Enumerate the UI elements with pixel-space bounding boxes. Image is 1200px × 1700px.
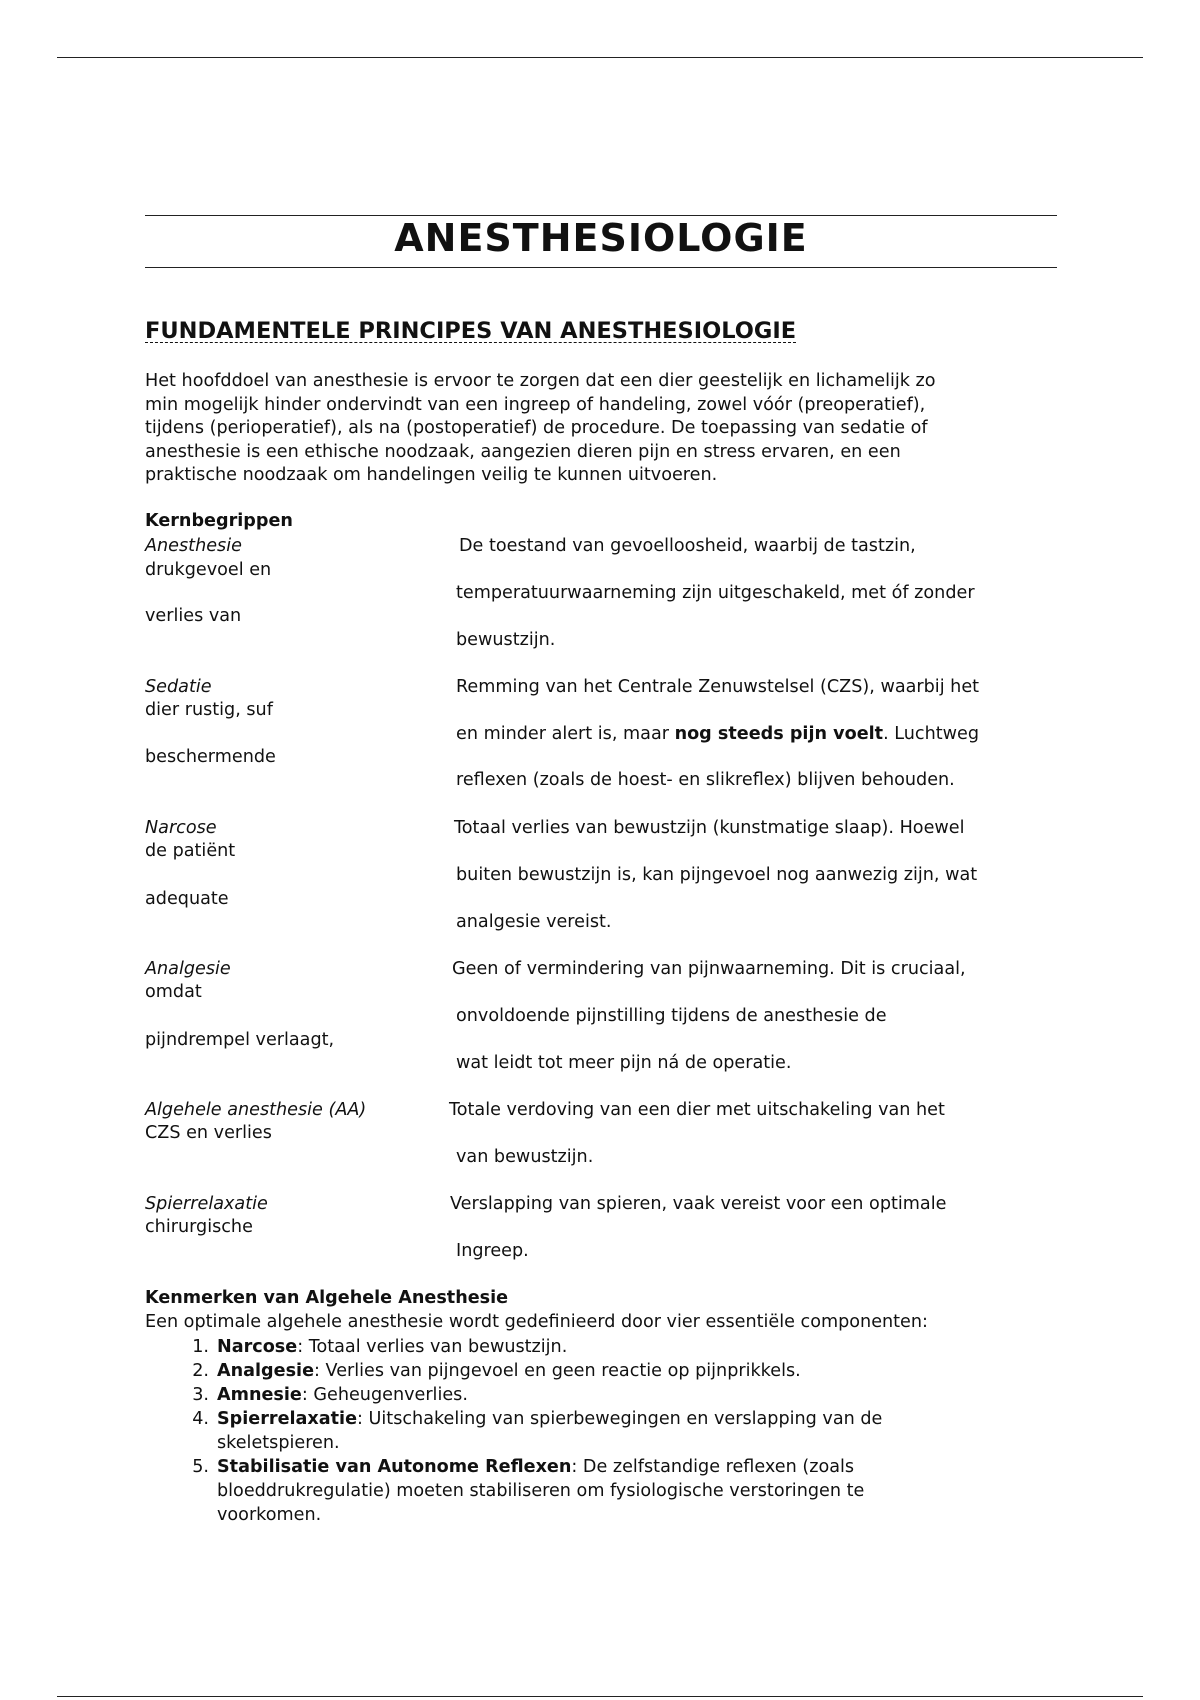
- intro-line: Het hoofddoel van anesthesie is ervoor te zorgen dat een dier geestelijk en lichamelijk zo: [145, 371, 936, 391]
- list-item-term: Amnesie: [217, 1385, 302, 1405]
- definition-text: . Luchtweg: [883, 724, 980, 744]
- term-left-line: CZS en verlies: [145, 1123, 272, 1143]
- kenmerken-intro: Een optimale algehele anesthesie wordt gedefinieerd door vier essentiële componenten:: [145, 1312, 928, 1332]
- list-item: [145, 1335, 1045, 1359]
- document-title: ANESTHESIOLOGIE: [394, 216, 808, 260]
- term-label: Narcose: [145, 818, 217, 838]
- list-item-text: : De zelfstandige reflexen (zoals: [571, 1457, 855, 1477]
- list-item-text: : Verlies van pijngevoel en geen reactie op pijnprikkels.: [314, 1361, 801, 1381]
- term-left-line: beschermende: [145, 747, 276, 767]
- term-left-line: verlies van: [145, 606, 242, 626]
- intro-paragraph: [145, 370, 1065, 488]
- list-number: 2.: [192, 1361, 209, 1381]
- kernbegrippen-heading: Kernbegrippen: [145, 511, 293, 531]
- list-item: [145, 1407, 1045, 1455]
- list-number: 1.: [192, 1337, 209, 1357]
- term-label: Spierrelaxatie: [145, 1194, 268, 1214]
- term-label: Analgesie: [145, 959, 231, 979]
- list-item-text: bloeddrukregulatie) moeten stabiliseren om fysiologische verstoringen te: [217, 1481, 865, 1501]
- list-item-term: Narcose: [217, 1337, 298, 1357]
- term-definition-line: wat leidt tot meer pijn ná de operatie.: [456, 1053, 792, 1073]
- components-list: [145, 1335, 1045, 1527]
- term-definition-line: De toestand van gevoelloosheid, waarbij de tastzin,: [459, 536, 916, 556]
- term-left-line: pijndrempel verlaagt,: [145, 1030, 335, 1050]
- term-left-line: drukgevoel en: [145, 560, 272, 580]
- term-definition-line: bewustzijn.: [456, 630, 556, 650]
- term-definition-line: Totaal verlies van bewustzijn (kunstmatige slaap). Hoewel: [454, 818, 965, 838]
- list-item: [145, 1455, 1045, 1527]
- list-item-term: Spierrelaxatie: [217, 1409, 358, 1429]
- list-number: 3.: [192, 1385, 209, 1405]
- section-title: FUNDAMENTELE PRINCIPES VAN ANESTHESIOLOGIE: [145, 318, 797, 344]
- term-label: Algehele anesthesie (AA): [145, 1100, 367, 1120]
- list-item-text: voorkomen.: [217, 1505, 322, 1525]
- title-bottom-rule: [145, 267, 1057, 268]
- term-left-line: de patiënt: [145, 841, 236, 861]
- page-top-rule: [57, 57, 1143, 58]
- list-item-term: Stabilisatie van Autonome Reflexen: [217, 1457, 572, 1477]
- list-item: [145, 1359, 1045, 1383]
- term-definition-line: reflexen (zoals de hoest- en slikreflex) blijven behouden.: [456, 770, 955, 790]
- term-definition-line: [456, 723, 979, 746]
- list-item-text: : Geheugenverlies.: [301, 1385, 468, 1405]
- term-definition-line: analgesie vereist.: [456, 912, 612, 932]
- list-item: [145, 1383, 1045, 1407]
- term-definition-line: buiten bewustzijn is, kan pijngevoel nog aanwezig zijn, wat: [456, 865, 978, 885]
- list-item-text: : Totaal verlies van bewustzijn.: [297, 1337, 568, 1357]
- term-definition-line: Verslapping van spieren, vaak vereist voor een optimale: [450, 1194, 947, 1214]
- term-label: Anesthesie: [145, 536, 242, 556]
- term-definition-line: Geen of vermindering van pijnwaarneming. Dit is cruciaal,: [452, 959, 966, 979]
- intro-line: praktische noodzaak om handelingen veilig te kunnen uitvoeren.: [145, 465, 718, 485]
- list-number: 5.: [192, 1457, 209, 1477]
- term-left-line: dier rustig, suf: [145, 700, 273, 720]
- definition-text: en minder alert is, maar: [456, 724, 675, 744]
- term-left-line: omdat: [145, 982, 202, 1002]
- term-definition-line: van bewustzijn.: [456, 1147, 594, 1167]
- intro-line: tijdens (perioperatief), als na (postoperatief) de procedure. De toepassing van sedatie of: [145, 418, 928, 438]
- list-item-text: skeletspieren.: [217, 1433, 340, 1453]
- list-item-term: Analgesie: [217, 1361, 315, 1381]
- term-label: Sedatie: [145, 677, 212, 697]
- intro-line: anesthesie is een ethische noodzaak, aangezien dieren pijn en stress ervaren, en een: [145, 441, 901, 462]
- intro-line: min mogelijk hinder ondervindt van een ingreep of handeling, zowel vóór (preoperatief),: [145, 394, 926, 415]
- list-item-text: : Uitschakeling van spierbewegingen en verslapping van de: [357, 1409, 883, 1429]
- kenmerken-heading: Kenmerken van Algehele Anesthesie: [145, 1288, 509, 1308]
- term-left-line: chirurgische: [145, 1217, 253, 1237]
- term-definition-line: Remming van het Centrale Zenuwstelsel (CZS), waarbij het: [456, 677, 980, 697]
- term-definition-line: Ingreep.: [456, 1241, 529, 1261]
- emphasis-text: nog steeds pijn voelt: [674, 724, 884, 744]
- term-left-line: adequate: [145, 889, 229, 909]
- page-bottom-rule: [57, 1696, 1143, 1697]
- term-definition-line: onvoldoende pijnstilling tijdens de anesthesie de: [456, 1006, 887, 1026]
- term-definition-line: temperatuurwaarneming zijn uitgeschakeld, met óf zonder: [456, 583, 975, 603]
- list-number: 4.: [192, 1409, 209, 1429]
- term-definition-line: Totale verdoving van een dier met uitschakeling van het: [449, 1100, 945, 1120]
